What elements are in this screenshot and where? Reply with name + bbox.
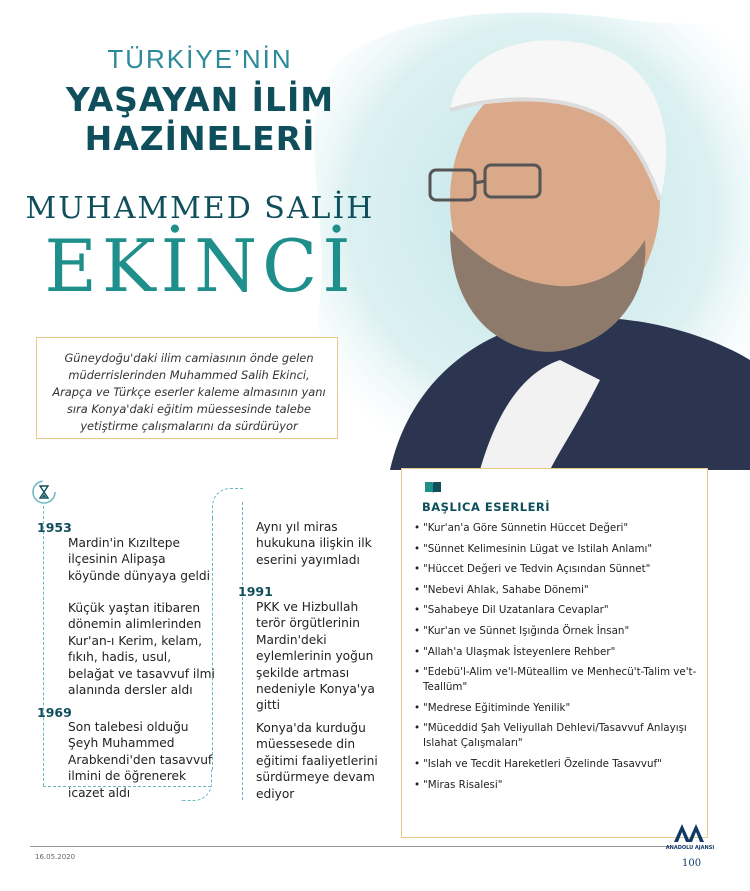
timeline-entry: Küçük yaştan itibaren dönemin alimlerinden Kur'an-ı Kerim, kelam, fıkıh, hadis, usul, belağat ve tasavvuf ilmi alanında dersler aldı — [68, 601, 215, 698]
timeline-line-left — [43, 506, 44, 786]
hourglass-icon — [31, 479, 57, 505]
intro-text: Güneydoğu'daki ilim camiasının önde gelen müderrislerinden Muhammed Salih Ekinci, Arapça ve Türkçe eserler kaleme almasının yanı sıra Konya'daki eğitim müessesinde talebe yetiştirme çalışmalarını da sürdürüyor — [52, 351, 326, 433]
footer-divider — [30, 846, 670, 847]
intro-box — [36, 337, 338, 439]
person-first-names: MUHAMMED SALİH — [25, 191, 375, 226]
logo-name: ANADOLU AJANSI — [665, 845, 715, 851]
timeline-entry: Mardin'in Kızıltepe ilçesinin Alipaşa köyünde dünyaya geldi — [68, 536, 211, 583]
timeline-entry: PKK ve Hizbullah terör örgütlerinin Mardin'deki eylemlerinin yoğun şekilde artması nedeniyle Konya'ya gitti — [256, 600, 375, 713]
timeline-entry: Aynı yıl miras hukukuna ilişkin ilk eserini yayımladı — [256, 520, 372, 567]
logo-badge: 100 — [682, 858, 702, 869]
works-item: • "Kur'an'a Göre Sünnetin Hüccet Değeri" — [414, 521, 704, 536]
works-item: • "Müceddid Şah Veliyullah Dehlevi/Tasavvuf Anlayışı Islahat Çalışmaları" — [414, 721, 704, 751]
headline-line-2: HAZİNELERİ — [84, 119, 316, 158]
timeline-entry: Son talebesi olduğu Şeyh Muhammed Arabkendi'den tasavvuf ilmini de öğrenerek icazet aldı — [68, 720, 213, 800]
book-icon — [424, 480, 442, 494]
timeline-connector-top — [212, 488, 243, 519]
works-item: • "Sahabeye Dil Uzatanlara Cevaplar" — [414, 603, 704, 618]
works-item: • "Islah ve Tecdit Hareketleri Özelinde Tasavvuf" — [414, 757, 704, 772]
works-item: • "Edebü'l-Alim ve'l-Müteallim ve Menhecü't-Talim ve't-Teallüm" — [414, 665, 704, 695]
works-list — [414, 521, 704, 798]
works-item: • "Allah'a Ulaşmak İsteyenlere Rehber" — [414, 645, 704, 660]
timeline-entry: Konya'da kurduğu müessesede din eğitimi faaliyetlerini sürdürmeye devam ediyor — [256, 721, 378, 801]
timeline-line-right — [242, 502, 243, 800]
person-surname: EKİNCİ — [44, 224, 356, 308]
timeline-year-1953: 1953 — [37, 520, 72, 535]
works-box — [401, 468, 708, 838]
footer-date: 16.05.2020 — [35, 853, 76, 861]
works-item: • "Kur'an ve Sünnet Işığında Örnek İnsan" — [414, 624, 704, 639]
headline-line-1: YAŞAYAN İLİM — [65, 80, 335, 119]
works-item: • "Medrese Eğitiminde Yenilik" — [414, 701, 704, 716]
works-title: BAŞLICA ESERLERİ — [422, 500, 551, 514]
works-item: • "Nebevi Ahlak, Sahabe Dönemi" — [414, 583, 704, 598]
kicker-title: TÜRKİYE’NİN — [107, 44, 293, 74]
timeline-year-1969: 1969 — [37, 705, 72, 720]
works-item: • "Sünnet Kelimesinin Lügat ve Istilah Anlamı" — [414, 542, 704, 557]
works-item: • "Hüccet Değeri ve Tedvin Açısından Sünnet" — [414, 562, 704, 577]
works-item: • "Miras Risalesi" — [414, 778, 704, 793]
timeline-year-1991: 1991 — [238, 584, 273, 599]
